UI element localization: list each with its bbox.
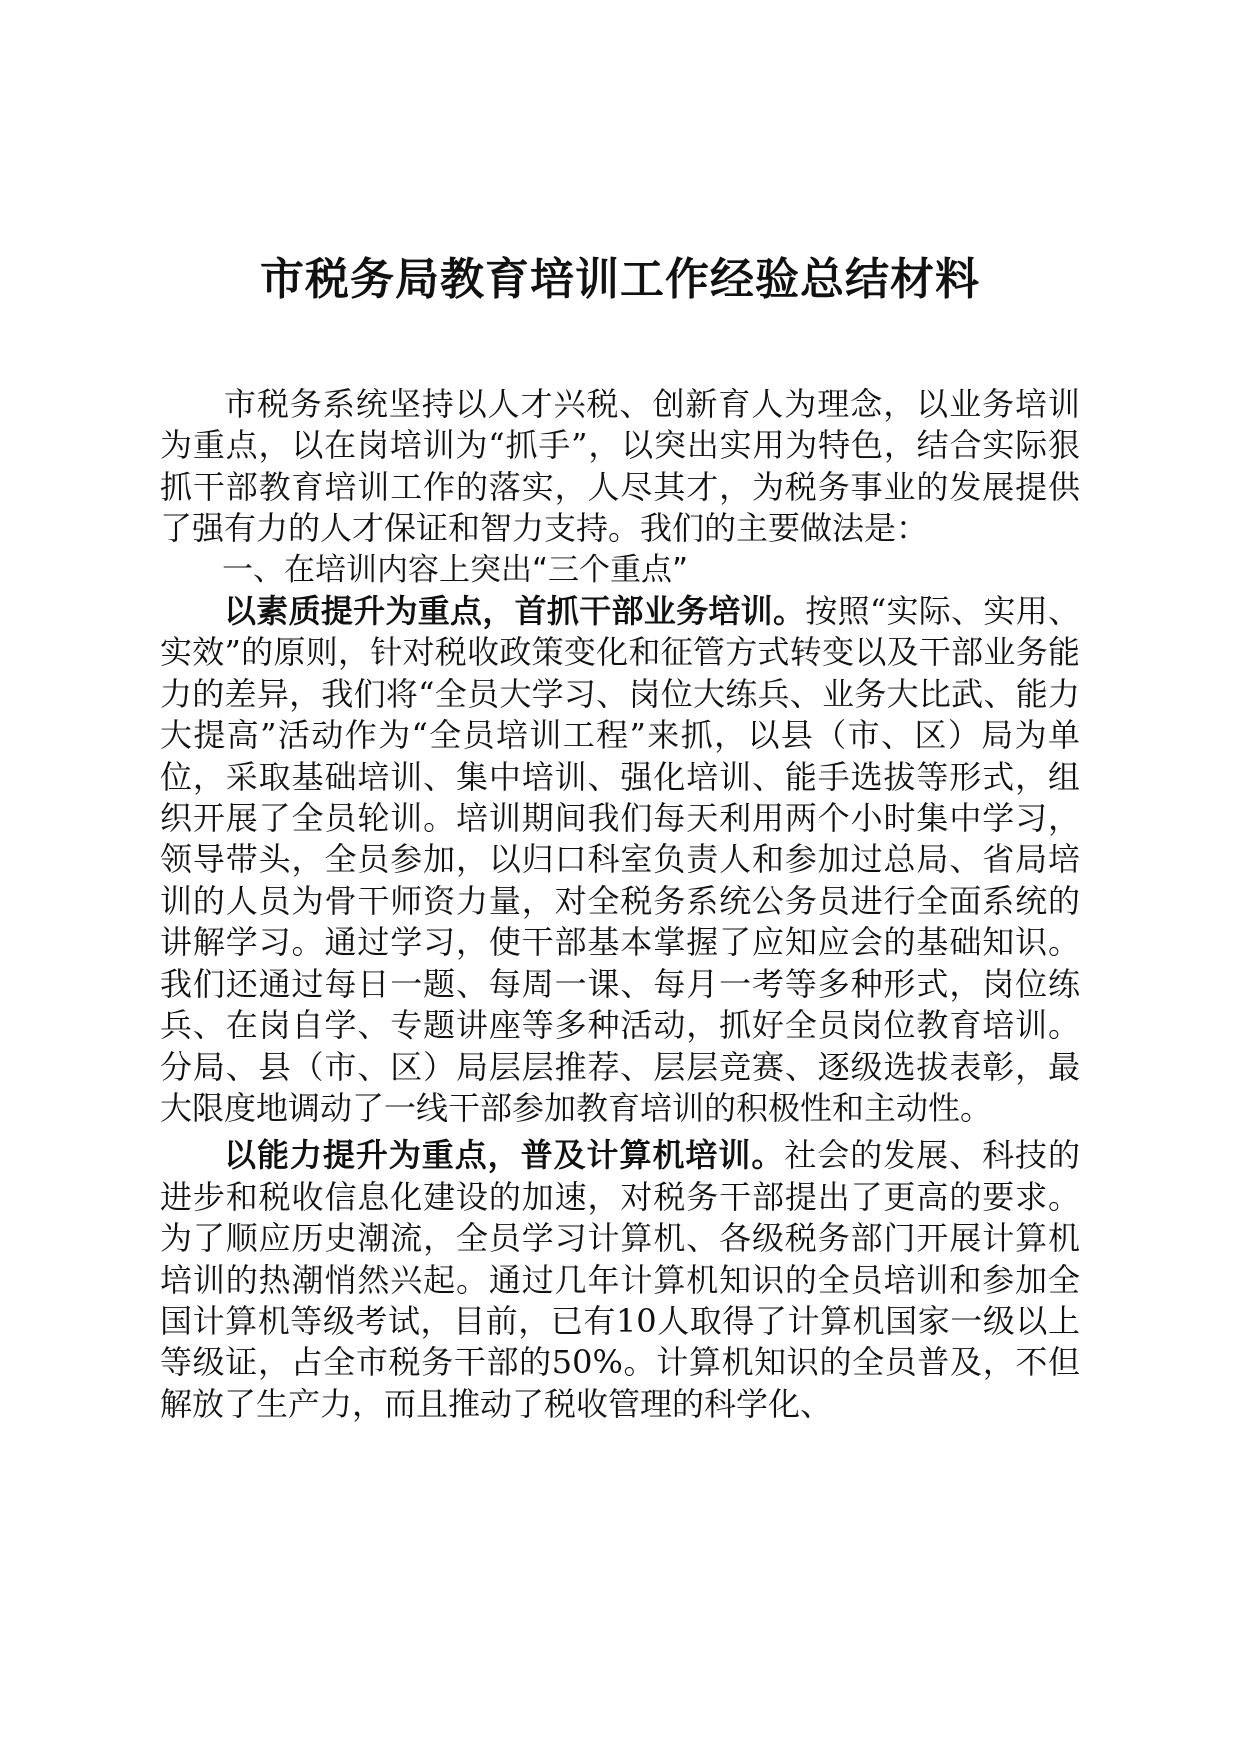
paragraph-text: 社会的发展、科技的进步和税收信息化建设的加速，对税务干部提出了更高的要求。为了顺应历史潮流，全员学习计算机、各级税务部门开展计算机培训的热潮悄然兴起。通过几年计算机知识的全员培训和参加全国计算机等级考试，目前，已有10人取得了计算机国家一级以上等级证，占全市税务干部的50%。计算机知识的全员普及，不但解放了生产力，而且推动了税收管理的科学化、: [160, 1136, 1080, 1423]
paragraph-lead: 以素质提升为重点，首抓干部业务培训。: [224, 592, 806, 631]
paragraph-quality-training: [160, 591, 1080, 1129]
paragraph-lead: 以能力提升为重点，普及计算机培训。: [224, 1136, 785, 1175]
paragraph-computer-training: [160, 1135, 1080, 1425]
document-title: 市税务局教育培训工作经验总结材料: [260, 254, 980, 305]
section-heading-1: 一、在培训内容上突出“三个重点”: [222, 551, 689, 588]
intro-paragraph: 市税务系统坚持以人才兴税、创新育人为理念，以业务培训为重点，以在岗培训为“抓手”，以突出实用为特色，结合实际狠抓干部教育培训工作的落实，人尽其才，为税务事业的发展提供了强有力的人才保证和智力支持。我们的主要做法是：: [160, 385, 1080, 548]
document-body: [160, 384, 1080, 1425]
paragraph-text: 按照“实际、实用、实效”的原则，针对税收政策变化和征管方式转变以及干部业务能力的差异，我们将“全员大学习、岗位大练兵、业务大比武、能力大提高”活动作为“全员培训工程”来抓，以县（市、区）局为单位，采取基础培训、集中培训、强化培训、能手选拔等形式，组织开展了全员轮训。培训期间我们每天利用两个小时集中学习，领导带头，全员参加，以归口科室负责人和参加过总局、省局培训的人员为骨干师资力量，对全税务系统公务员进行全面系统的讲解学习。通过学习，使干部基本掌握了应知应会的基础知识。我们还通过每日一题、每周一课、每月一考等多种形式，岗位练兵、在岗自学、专题讲座等多种活动，抓好全员岗位教育培训。分局、县（市、区）局层层推荐、层层竞赛、逐级选拔表彰，最大限度地调动了一线干部参加教育培训的积极性和主动性。: [160, 592, 1080, 1127]
